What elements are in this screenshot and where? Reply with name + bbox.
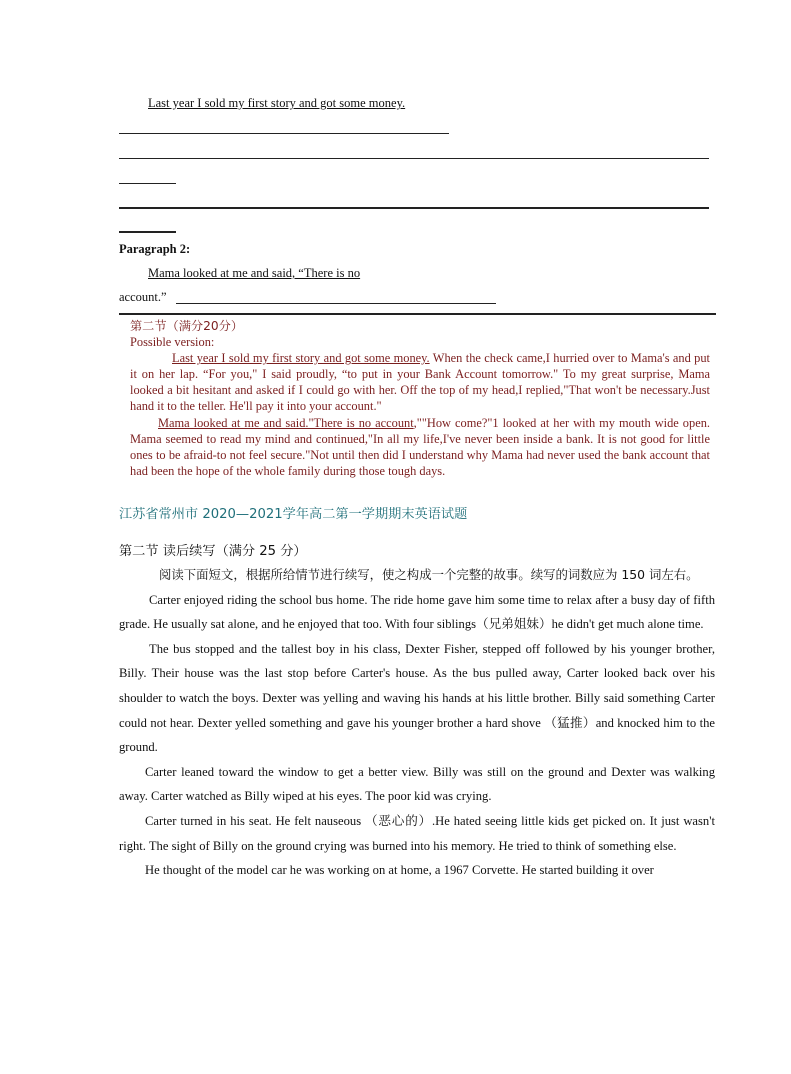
writing-line[interactable] — [119, 207, 709, 209]
writing-line[interactable] — [176, 303, 496, 304]
answer-p2-start: Mama looked at me and said."There is no account — [158, 415, 414, 430]
answer-section-title: 第二节（满分20分） — [130, 319, 244, 333]
answer-paragraph-2 — [130, 415, 710, 479]
story-paragraph-4: Carter turned in his seat. He felt nauseous （恶心的）.He hated seeing little kids get picked on. It just wasn't right. The sight of Billy on the ground crying was burned into his memory. He tried to think of something else. — [119, 813, 715, 853]
paragraph-2-prompt: Mama looked at me and said, “There is no — [148, 266, 361, 280]
section-divider — [119, 313, 716, 315]
writing-line[interactable] — [119, 231, 176, 233]
exam-title: 江苏省常州市 2020—2021学年高二第一学期期末英语试题 — [119, 507, 468, 522]
writing-line[interactable] — [119, 183, 176, 184]
section-title: 第二节 读后续写（满分 25 分） — [119, 544, 307, 559]
paragraph-2-prompt-end: account.” — [119, 290, 167, 304]
given-first-line: Last year I sold my first story and got some money. — [148, 96, 406, 110]
answer-p2-rest: ,""How come?"1 looked at her with my mouth wide open. Mama seemed to read my mind and continued,"In all my life,I've never been inside a bank. It is not good for little ones to be afraid-to not feel secure."Not until then did I understand why Mama had never used the bank account that had been the hope of the whole family during those tough days. — [130, 415, 710, 478]
paragraph-2-label: Paragraph 2: — [119, 242, 191, 256]
story-paragraph-3: Carter leaned toward the window to get a better view. Billy was still on the ground and Dexter was walking away. Carter watched as Billy wiped at his eyes. The poor kid was crying. — [119, 764, 715, 804]
story-body — [119, 563, 715, 883]
answer-p1-rest: When the check came,I hurried over to Mama's and put it on her lap. “For you," I said proudly, “to put in your Bank Account tomorrow." To my great surprise, Mama looked a bit hesitant and asked if I could go with her. Off the top of my head,I replied,"That won't be necessary.Just hand it to the teller. He'll pay it into your account." — [130, 351, 710, 414]
answer-p1-start: Last year I sold my first story and got some money. — [172, 351, 430, 366]
answer-paragraph-1 — [130, 350, 710, 414]
writing-line[interactable] — [119, 133, 449, 134]
story-paragraph-5: He thought of the model car he was working on at home, a 1967 Corvette. He started building it over — [145, 863, 654, 878]
instruction: 阅读下面短文，根据所给情节进行续写，使之构成一个完整的故事。续写的词数应为 150 词左右。 — [159, 567, 699, 582]
answer-section — [130, 318, 710, 479]
story-paragraph-1: Carter enjoyed riding the school bus home. The ride home gave him some time to relax after a busy day of fifth grade. He usually sat alone, and he enjoyed that too. With four siblings（兄弟姐妹）he didn't get much alone time. — [119, 592, 715, 632]
writing-line[interactable] — [119, 158, 709, 159]
story-paragraph-2: The bus stopped and the tallest boy in his class, Dexter Fisher, stepped off followed by his younger brother, Billy. Their house was the last stop before Carter's house. As the bus pulled away, Carter looked back over his shoulder to watch the boys. Dexter was yelling and waving his hands at his little brother. Billy said something Carter could not hear. Dexter yelled something and gave his younger brother a hard shove （猛推）and knocked him to the ground. — [119, 641, 715, 755]
answer-version-label: Possible version: — [130, 335, 215, 350]
